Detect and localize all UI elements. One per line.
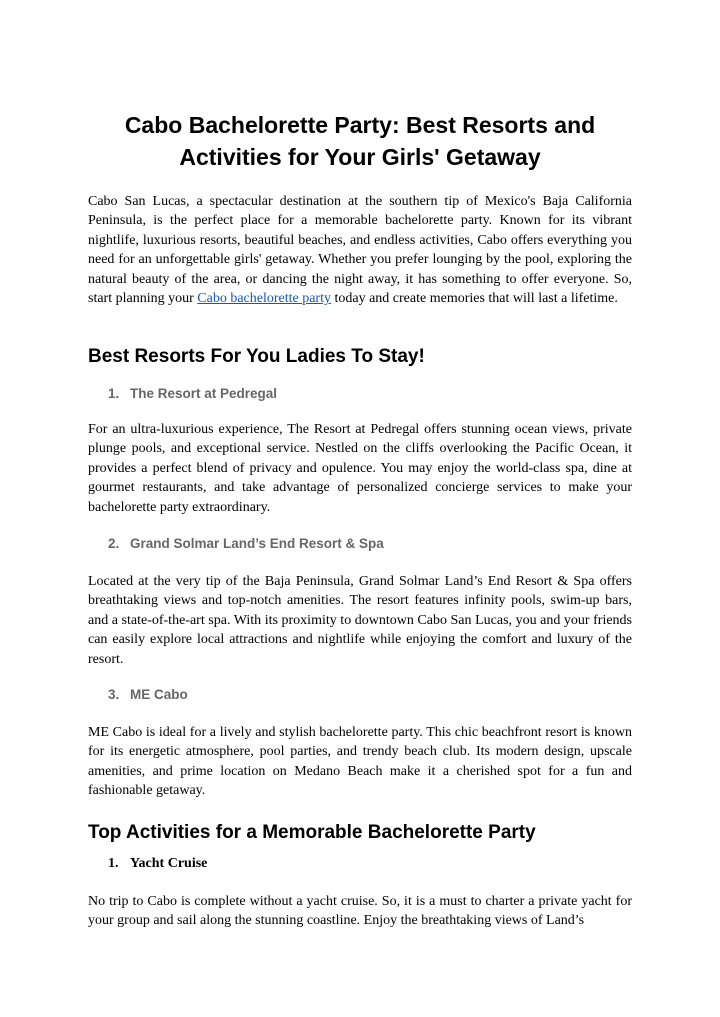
resort-1-heading	[108, 385, 277, 403]
resort-1-number: 1.	[108, 386, 120, 401]
activity-1-name: Yacht Cruise	[130, 856, 208, 871]
resort-1-name: The Resort at Pedregal	[130, 386, 278, 401]
resort-2-name: Grand Solmar Land’s End Resort & Spa	[130, 536, 384, 551]
activity-1-heading	[108, 855, 207, 873]
activity-1-description: No trip to Cabo is complete without a yacht cruise. So, it is a must to charter a private yacht for your group and sail along the stunning coastline. Enjoy the breathtaking views of Land’s	[88, 894, 632, 929]
resort-3-number: 3.	[108, 687, 120, 702]
intro-paragraph	[88, 192, 632, 308]
resort-2-description: Located at the very tip of the Baja Peninsula, Grand Solmar Land’s End Resort & Spa offers breathtaking views and top-notch amenities. The resort features infinity pools, swim-up bars, and a state-of-the-art spa. With its proximity to downtown Cabo San Lucas, you and your friends can easily explore local attractions and nightlife while enjoying the comfort and luxury of the resort.	[88, 574, 632, 667]
resort-3-heading	[108, 686, 188, 704]
resort-1-description: For an ultra-luxurious experience, The Resort at Pedregal offers stunning ocean views, private plunge pools, and exceptional service. Nestled on the cliffs overlooking the Pacific Ocean, it provides a perfect blend of privacy and opulence. You may enjoy the world-class spa, dine at gourmet restaurants, and take advantage of personalized concierge services to make your bachelorette party extraordinary.	[88, 422, 632, 515]
resorts-heading: Best Resorts For You Ladies To Stay!	[88, 346, 425, 367]
cabo-bachelorette-party-link[interactable]: Cabo bachelorette party	[197, 291, 331, 307]
page-title: Cabo Bachelorette Party: Best Resorts and Activities for Your Girls' Getaway	[124, 112, 596, 170]
intro-text-before-link: Cabo San Lucas, a spectacular destination at the southern tip of Mexico's Baja California Peninsula, is the perfect place for a memorable bachelorette party. Known for its vibrant nightlife, luxurious resorts, beautiful beaches, and endless activities, Cabo offers everything you need for an unforgettable girls' getaway. Whether you prefer lounging by the pool, exploring the natural beauty of the area, or dancing the night away, it has something to offer everyone. So, start planning your	[88, 194, 632, 307]
activity-1-number: 1.	[108, 856, 119, 871]
resort-3-description: ME Cabo is ideal for a lively and stylish bachelorette party. This chic beachfront resort is known for its energetic atmosphere, pool parties, and trendy beach club. Its modern design, upscale amenities, and prime location on Medano Beach make it a cherished spot for a fun and fashionable getaway.	[88, 725, 632, 799]
resort-3-name: ME Cabo	[130, 687, 188, 702]
intro-text-after-link: today and create memories that will last a lifetime.	[330, 291, 618, 307]
resort-2-heading	[108, 535, 384, 553]
resort-2-number: 2.	[108, 536, 120, 551]
activities-heading: Top Activities for a Memorable Bachelorette Party	[88, 822, 536, 843]
